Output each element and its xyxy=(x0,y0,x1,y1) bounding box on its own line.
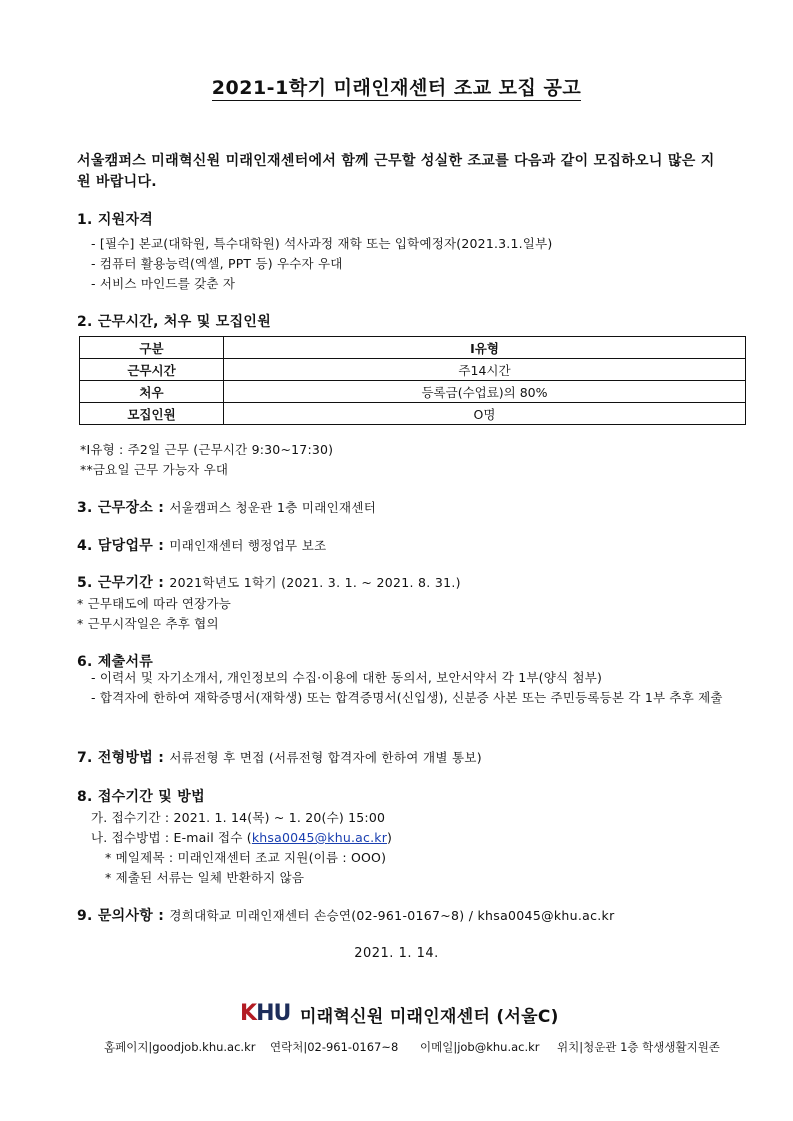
section-8-method-prefix: 나. 접수방법 : E-mail 접수 ( xyxy=(91,830,252,845)
section-8-method-suffix: ) xyxy=(387,830,393,845)
section-3-text: 서울캠퍼스 청운관 1층 미래인재센터 xyxy=(169,500,377,515)
section-6-list xyxy=(91,668,726,708)
footer-contact: 연락처|02-961-0167~8 xyxy=(270,1040,399,1054)
section-5-heading: 5. 근무기간 : xyxy=(77,575,165,591)
table-note: **금요일 근무 가능자 우대 xyxy=(80,462,229,477)
section-6-item: - 합격자에 한하여 재학증명서(재학생) 또는 합격증명서(신입생), 신분증 사본 또는 주민등록등본 각 1부 추후 제출 xyxy=(91,690,723,705)
logo-letter-k: K xyxy=(240,1001,257,1026)
table-row-label: 모집인원 xyxy=(80,403,224,425)
notice-date: 2021. 1. 14. xyxy=(354,946,439,961)
table-row xyxy=(80,403,746,425)
table-row xyxy=(80,381,746,403)
khu-logo-icon xyxy=(240,1001,290,1026)
table-header-row xyxy=(80,337,746,359)
section-7-text: 서류전형 후 면접 (서류전형 합격자에 한하여 개별 통보) xyxy=(169,750,482,765)
section-8-period: 가. 접수기간 : 2021. 1. 14(목) ~ 1. 20(수) 15:00 xyxy=(91,810,386,825)
document-title: 2021-1학기 미래인재센터 조교 모집 공고 xyxy=(211,77,582,99)
section-6-item: - 이력서 및 자기소개서, 개인정보의 수집·이용에 대한 동의서, 보안서약서 각 1부(양식 첨부) xyxy=(91,670,603,685)
section-3-heading: 3. 근무장소 : xyxy=(77,500,165,516)
table-note: *I유형 : 주2일 근무 (근무시간 9:30~17:30) xyxy=(80,442,334,457)
logo-letter-u: U xyxy=(273,1001,291,1026)
section-1-item: - 컴퓨터 활용능력(엑셀, PPT 등) 우수자 우대 xyxy=(91,256,343,271)
conditions-table xyxy=(79,336,746,425)
section-9 xyxy=(77,905,615,925)
section-1-item: - 서비스 마인드를 갖춘 자 xyxy=(91,276,236,291)
section-5-note: * 근무태도에 따라 연장가능 xyxy=(77,596,231,611)
section-4-text: 미래인재센터 행정업무 보조 xyxy=(169,538,327,553)
section-4 xyxy=(77,535,326,555)
footer-location: 위치|청운관 1층 학생생활지원존 xyxy=(557,1040,720,1054)
table-header-cell: 구분 xyxy=(80,337,224,359)
table-row-value: 등록금(수업료)의 80% xyxy=(224,381,746,403)
section-3 xyxy=(77,497,376,517)
table-row-label: 처우 xyxy=(80,381,224,403)
section-6-heading: 6. 제출서류 xyxy=(77,654,154,670)
application-email-link[interactable]: khsa0045@khu.ac.kr xyxy=(251,830,388,845)
table-row-label: 근무시간 xyxy=(80,359,224,381)
intro-text: 서울캠퍼스 미래혁신원 미래인재센터에서 함께 근무할 성실한 조교를 다음과 같이 모집하오니 많은 지원 바랍니다. xyxy=(77,153,715,190)
section-5 xyxy=(77,572,461,592)
section-2-heading: 2. 근무시간, 처우 및 모집인원 xyxy=(77,314,272,330)
section-9-text: 경희대학교 미래인재센터 손승연(02-961-0167~8) / khsa0045@khu.ac.kr xyxy=(169,908,615,923)
section-1-heading: 1. 지원자격 xyxy=(77,212,154,228)
footer-homepage: 홈페이지|goodjob.khu.ac.kr xyxy=(104,1040,256,1054)
section-5-note: * 근무시작일은 추후 협의 xyxy=(77,616,219,631)
table-row-value: O명 xyxy=(224,403,746,425)
section-8-sub: * 제출된 서류는 일체 반환하지 않음 xyxy=(105,870,305,885)
section-7-heading: 7. 전형방법 : xyxy=(77,750,165,766)
organization-name: 미래혁신원 미래인재센터 (서울C) xyxy=(300,1007,559,1027)
footer-email: 이메일|job@khu.ac.kr xyxy=(420,1040,540,1054)
table-row xyxy=(80,359,746,381)
section-1-item: - [필수] 본교(대학원, 특수대학원) 석사과정 재학 또는 입학예정자(2021.3.1.일부) xyxy=(91,236,553,251)
section-7 xyxy=(77,747,482,767)
logo-letter-h: H xyxy=(256,1001,274,1026)
section-5-text: 2021학년도 1학기 (2021. 3. 1. ~ 2021. 8. 31.) xyxy=(169,575,461,590)
section-8-heading: 8. 접수기간 및 방법 xyxy=(77,789,205,805)
table-row-value: 주14시간 xyxy=(224,359,746,381)
section-8-method xyxy=(91,828,392,846)
table-header-cell: I유형 xyxy=(224,337,746,359)
section-8-sub: * 메일제목 : 미래인재센터 조교 지원(이름 : OOO) xyxy=(105,850,387,865)
section-9-heading: 9. 문의사항 : xyxy=(77,908,165,924)
section-4-heading: 4. 담당업무 : xyxy=(77,538,165,554)
